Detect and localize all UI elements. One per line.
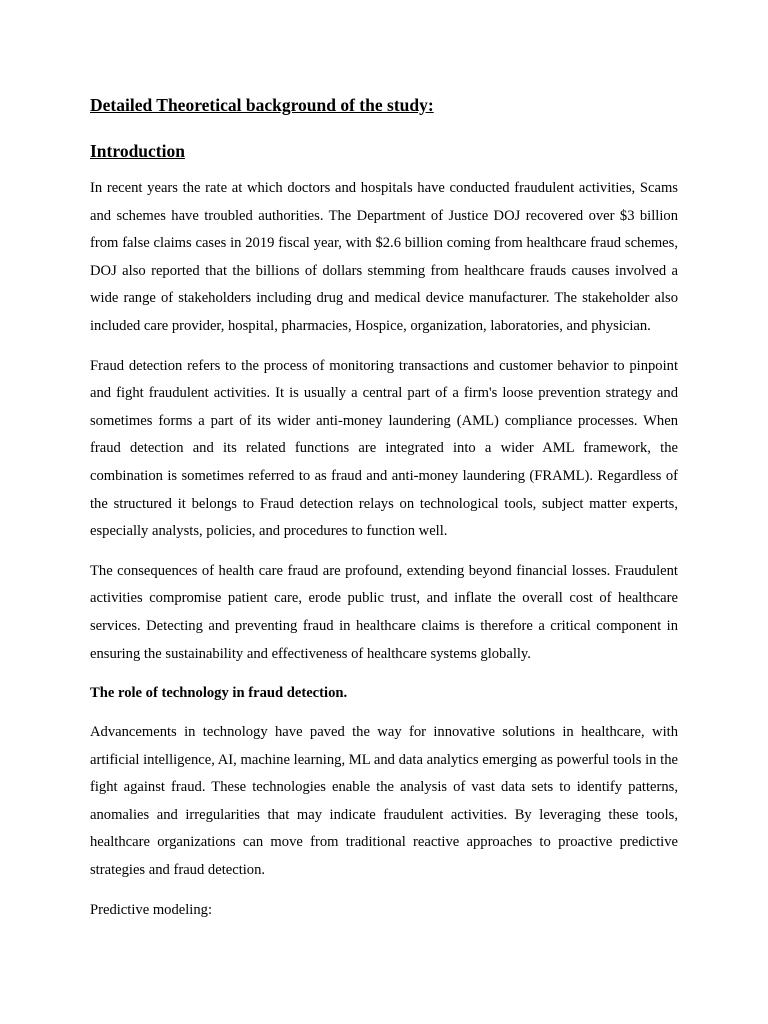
predictive-modeling-label: Predictive modeling: <box>90 901 212 918</box>
section-heading-introduction: Introduction <box>90 141 185 161</box>
paragraph-fraud-detection-definition: Fraud detection refers to the process of monitoring transactions and customer behavior to pinpoint and fight fraudulent activities. It is usually a central part of a firm's loose prevention strategy and sometimes forms a part of its wider anti-money laundering (AML) compliance processes. When fraud detection and its related functions are integrated into a wider AML framework, the combination is sometimes referred to as fraud and anti-money laundering (FRAML). Regardless of the structured it belongs to Fraud detection relays on technological tools, subject matter experts, especially analysts, policies, and procedures to function well. <box>90 357 678 540</box>
paragraph-technology: Advancements in technology have paved the way for innovative solutions in healthcare, with artificial intelligence, AI, machine learning, ML and data analytics emerging as powerful tools in the fight against fraud. These technologies enable the analysis of vast data sets to identify patterns, anomalies and irregularities that may indicate fraudulent activities. By leveraging these tools, healthcare organizations can move from traditional reactive approaches to proactive predictive strategies and fraud detection. <box>90 724 678 879</box>
document-body <box>90 92 678 924</box>
subheading-technology-role: The role of technology in fraud detection. <box>90 685 348 702</box>
paragraph-doj-recovery: In recent years the rate at which doctors and hospitals have conducted fraudulent activities, Scams and schemes have troubled authorities. The Department of Justice DOJ recovered over $3 billion from false claims cases in 2019 fiscal year, with $2.6 billion coming from healthcare fraud schemes, DOJ also reported that the billions of dollars stemming from healthcare frauds causes involved a wide range of stakeholders including drug and medical device manufacturer. The stakeholder also included care provider, hospital, pharmacies, Hospice, organization, laboratories, and physician. <box>90 180 678 334</box>
document-title: Detailed Theoretical background of the study: <box>90 95 434 115</box>
paragraph-consequences: The consequences of health care fraud are profound, extending beyond financial losses. Fraudulent activities compromise patient care, erode public trust, and inflate the overall cost of healthcare services. Detecting and preventing fraud in healthcare claims is therefore a critical component in ensuring the sustainability and effectiveness of healthcare systems globally. <box>90 562 678 662</box>
